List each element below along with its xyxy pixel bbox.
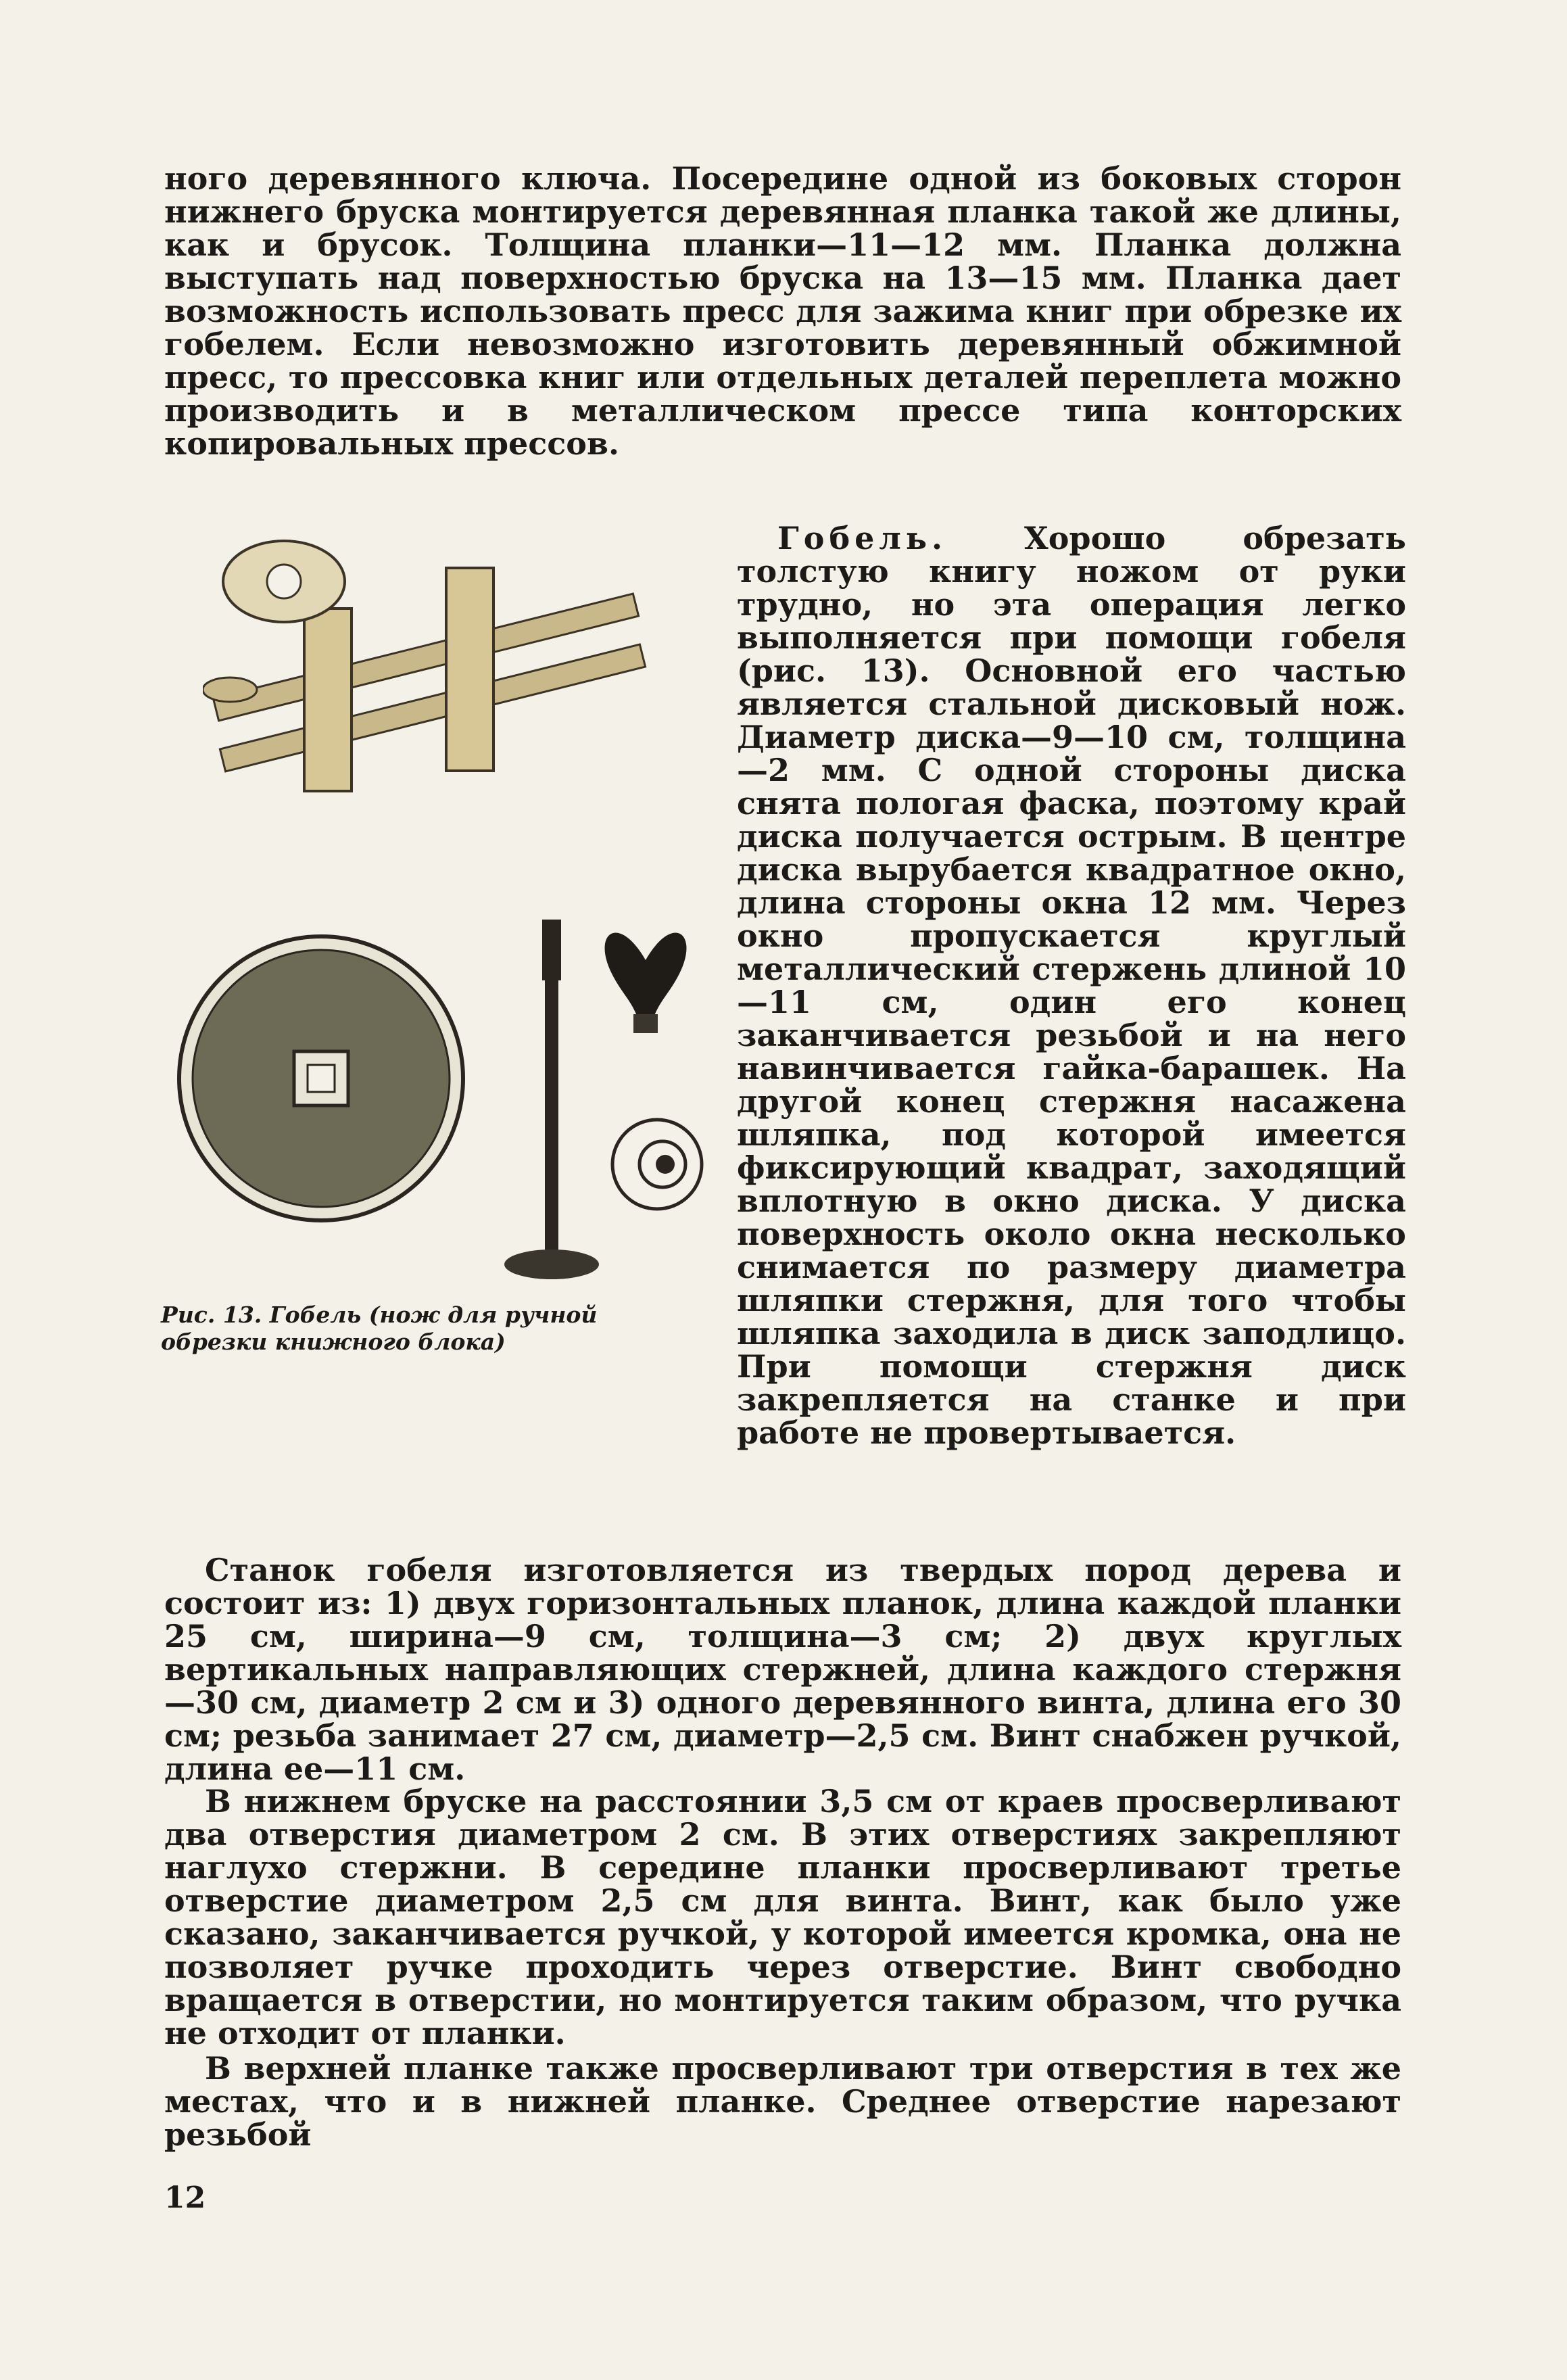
- paragraph-2: Хорошо обрезать толстую книгу ножом от руки трудно, но эта операция легко выполняется при помощи гобеля (рис. 13). Основной его частью является стальной дисковый нож. Диаметр диска—9—10 см, толщина—2 мм. С одной стороны диска снята пологая фаска, поэтому край диска получается острым. В центре диска вырубается квадратное окно, длина стороны окна 12 мм. Через окно пропускается круглый металлический стержень длиной 10—11 см, один его конец заканчивается резьбой и на него навинчивается гайка-барашек. На другой конец стержня насажена шляпка, под которой имеется фиксирующий квадрат, заходящий вплотную в окно диска. У диска поверхность около окна несколько снимается по размеру диаметра шляпки стержня, для того чтобы шляпка заходила в диск заподлицо. При помощи стержня диск закрепляется на станке и при работе не провертывается.: [737, 520, 1407, 1451]
- page-number: 12: [164, 2181, 206, 2215]
- figure-caption: Рис. 13. Гобель (нож для ручной обрезки книжного блока): [161, 1302, 598, 1355]
- washer-icon: [608, 1116, 706, 1214]
- section-heading-gobel: Гобель.: [777, 520, 948, 556]
- paragraph-3: Станок гобеля изготовляется из твердых пород дерева и состоит из: 1) двух горизонтальных планок, длина каждой планки 25 см, ширина—9 см, толщина—3 см; 2) двух круглых вертикальных направляющих стержней, длина каждого стержня—30 см, диаметр 2 см и 3) одного деревянного винта, длина его 30 см; резьба занимает 27 см, диаметр—2,5 см. Винт снабжен ручкой, длина ее—11 см.: [164, 1552, 1401, 1787]
- disc-knife-icon: [172, 926, 470, 1231]
- paragraph-1: ного деревянного ключа. Посередине одной из боковых сторон нижнего бруска монтируется деревянная планка такой же длины, как и брусок. Толщина планки—11—12 мм. Планка должна выступать над поверхностью бруска на 13—15 мм. Планка дает возможность использовать пресс для зажима книг при обрезке их гобелем. Если невозможно изготовить деревянный обжимной пресс, то прессовка книг или отдельных деталей переплета можно производить и в металлическом прессе типа конторских копировальных прессов.: [164, 160, 1401, 462]
- paragraph-5: В верхней планке также просверливают три отверстия в тех же местах, что и в нижней планке. Среднее отверстие нарезают резьбой: [164, 2050, 1401, 2153]
- gobel-press-drawing-icon: [203, 527, 717, 811]
- paragraph-4: В нижнем бруске на расстоянии 3,5 см от краев просверливают два отверстия диаметром 2 см. В этих отверстиях закрепляют наглухо стержни. В середине планки просверливают третье отверстие диаметром 2,5 см для винта. Винт, как было уже сказано, заканчивается ручкой, у которой имеется кромка, она не позволяет ручке проходить через отверстие. Винт свободно вращается в отверстии, но монтируется таким образом, что ручка не отходит от планки.: [164, 1783, 1401, 2051]
- wing-nut-icon: [592, 913, 700, 1034]
- paragraph-2-column: [737, 522, 1406, 1450]
